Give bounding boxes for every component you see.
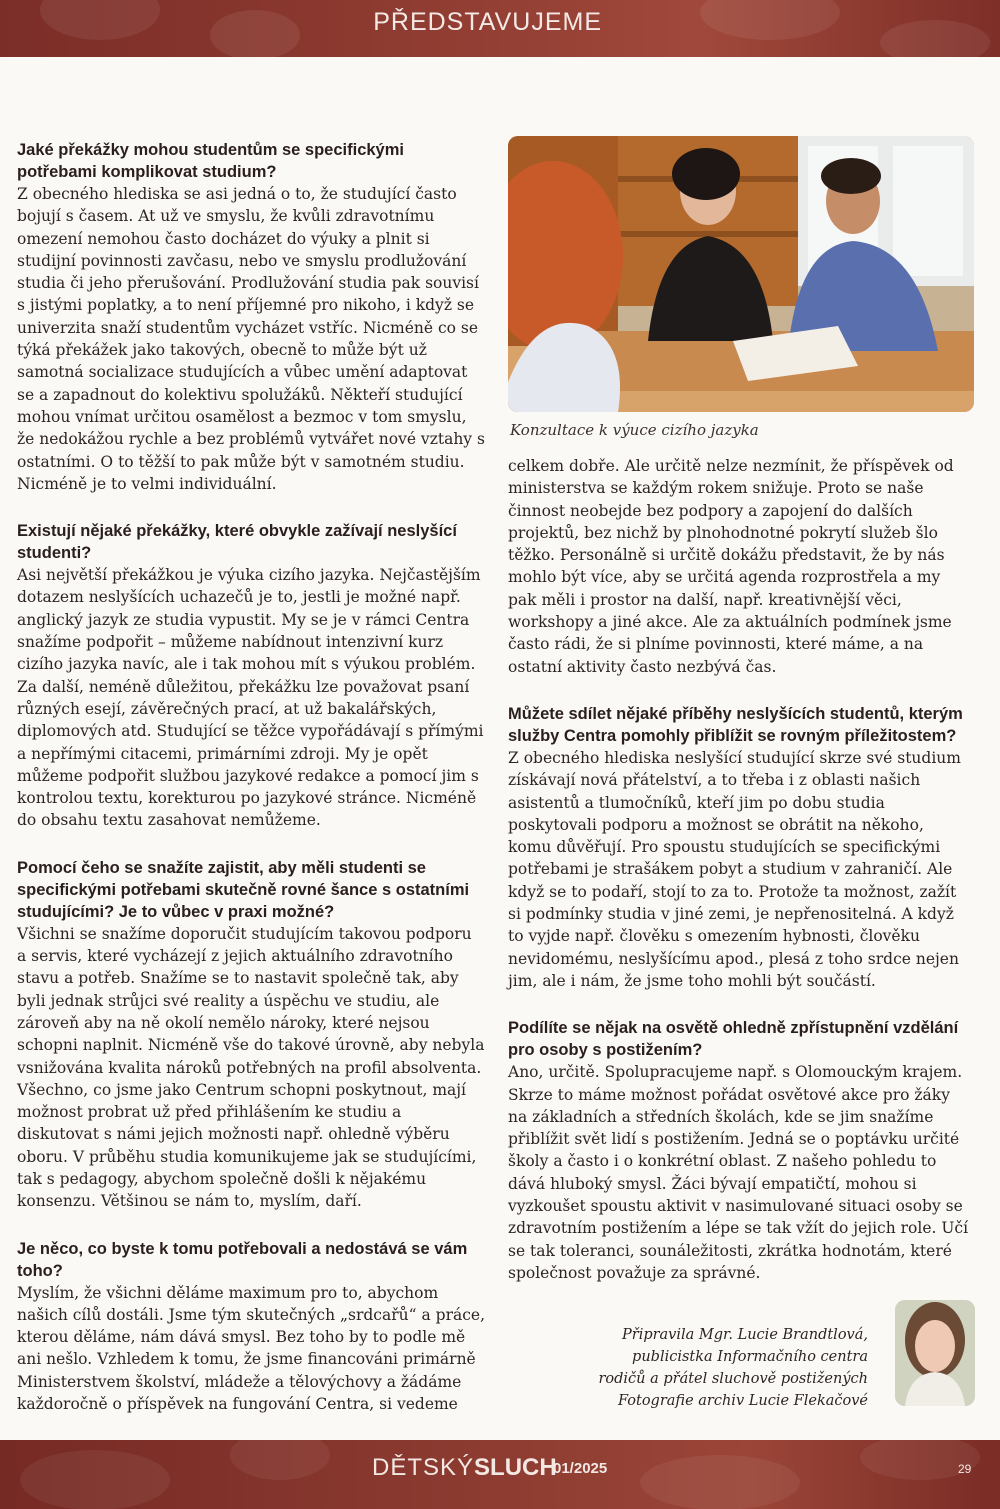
author-credit <box>598 1324 868 1412</box>
page-footer <box>0 1440 1000 1509</box>
qa-block <box>17 139 485 495</box>
qa-block <box>508 1017 970 1284</box>
qa-block <box>17 1238 485 1416</box>
magazine-title-light: DĚTSKÝ <box>372 1454 475 1481</box>
issue-number: 01/2025 <box>553 1460 608 1477</box>
answer-text: Všichni se snažíme doporučit studujícím takovou podporu a servis, které vycházejí z jejich aktuálního zdravotního stavu a potřeb. Snažíme se to nastavit společně tak, aby byli jednak strůjci své reality a úspěchu ve studiu, ale zároveň aby na ně okolí nemělo nároky, které nejsou schopni naplnit. Nicméně vše do takové úrovně, aby nebyla vsnižována kvalita nároků potřebných na profil absolventa. Všechno, co jsme jako Centrum schopni poskytnout, mají možnost probrat už před přihlášením ke studiu a diskutovat s námi jejich možnosti např. ohledně výběru oboru. V průběhu studia komunikujeme jak se studujícími, tak s pedagogy, abychom společně došli k nějakému konsenzu. Většinou se nám to, myslím, daří. <box>17 924 485 1211</box>
answer-text: Ano, určitě. Spolupracujeme např. s Olomouckým krajem. Skrze to máme možnost pořádat osvětové akce pro žáky na základních a středních školách, kde se jim snažíme přiblížit svět lidí s postižením. Jedná se o poptávku určité školy a často i o konkrétní oblast. Z našeho pohledu to dává hluboký smysl. Žáci bývají empatičtí, mohou si vyzkoušet spoustu aktivit v nasimulované situaci osoby se zdravotním postižením a lépe se tak vžít do jejich role. Učí se tak toleranci, sounáležitosti, zkrátka hodnotám, které společnost považuje za správné. <box>508 1063 969 1282</box>
credit-line: Připravila Mgr. Lucie Brandtlová, <box>622 1327 868 1343</box>
question-heading: Je něco, co byste k tomu potřebovali a nedostává se vám toho? <box>17 1239 468 1280</box>
answer-text: Myslím, že všichni děláme maximum pro to, abychom našich cílů dostáli. Jsme tým skutečných „srdcařů“ a práce, kterou děláme, nám dává smysl. Bez toho by to podle mě ani nešlo. Vzhledem k tomu, že jsme financováni primárně Ministerstvem školství, mládeže a tělovýchovy a žádáme každoročně o příspěvek na fungování Centra, si vedeme <box>17 1283 485 1414</box>
credit-line: Fotografie archiv Lucie Flekačové <box>618 1393 868 1409</box>
answer-text: Z obecného hlediska neslyšící studující skrze své studium získávají nová přátelství, a to třeba i z oblasti našich asistentů a tlumočníků, kteří jim po dobu studia poskytovali podporu a možnost se obrátit na někoho, komu důvěřují. Pro spoustu studujících se specifickými potřebami je strašákem pobyt a studium v zahraničí. Ale když se to podaří, stojí to za to. Protože ta možnost, zažít si podmínky studia v jiné zemi, je nepřenositelná. A když to vyjde např. člověku s omezením hybnosti, člověku nevidomému, neslyšícímu apod., plesá z toho srdce nejen jim, ale i nám, že jsme toho mohli být součástí. <box>508 748 961 990</box>
question-heading: Můžete sdílet nějaké příběhy neslyšících studentů, kterým služby Centra pomohly přiblížit se rovným příležitostem? <box>508 704 963 745</box>
magazine-title-bold: SLUCH <box>474 1454 557 1481</box>
answer-text: celkem dobře. Ale určitě nelze nezmínit, že příspěvek od ministerstva se každým rokem snižuje. Proto se naše činnost neobejde bez podpory a zapojení do dalších projektů, bez nichž by plnohodnotné pokrytí služeb šlo těžko. Personálně si určitě dokážu představit, že by nás mohlo být více, aby se určitá agenda rozprostřela a my pak měli i prostor na další, např. kreativnější věci, workshopy a jiné akce. Ale za aktuálních podmínek jsme často rádi, že si plníme povinnosti, které máme, a na ostatní aktivity často nezbývá čas. <box>508 457 954 676</box>
consultation-photo-illustration <box>508 136 974 412</box>
photo-caption: Konzultace k výuce cizího jazyka <box>510 421 759 439</box>
left-column <box>17 139 485 1440</box>
qa-block <box>508 455 970 678</box>
portrait-illustration <box>895 1300 975 1406</box>
page-number: 29 <box>958 1462 972 1476</box>
question-heading: Existují nějaké překážky, které obvykle zažívají neslyšící studenti? <box>17 522 457 563</box>
answer-text: Z obecného hlediska se asi jedná o to, že studující často bojují s časem. At už ve smyslu, že kvůli zdravotnímu omezení nemohou často docházet do výuky a plnit si studijní povinnosti zavčasu, nebo ve smyslu prodlužování studia či jeho přerušování. Prodlužování studia pak souvisí s jistými poplatky, a to není příjemné pro nikoho, i když se univerzita snaží studentům vycházet vstříc. Nicméně co se týká překážek jako takových, obecně to může být už samotná socializace studujících a vůbec umění adaptovat se a zapadnout do kolektivu spolužáků. Někteří studující mohou vnímat určitou osamělost a bezmoc v tom smyslu, že nedokážou rychle a bez problémů vytvářet nové vztahy s ostatními. O to těžší to pak může být v samotném studiu. Nicméně je to velmi individuální. <box>17 185 485 493</box>
credit-line: rodičů a přátel sluchově postižených <box>598 1371 868 1387</box>
answer-text: Asi největší překážkou je výuka cizího jazyka. Nejčastějším dotazem neslyšících uchazečů je to, jestli je možné např. anglický jazyk ze studia vypustit. My se je v rámci Centra snažíme podpořit – můžeme nabídnout intenzivní kurz cizího jazyka navíc, ale i tak mohou mít s výukou problém. Za další, neméně důležitou, překážku lze považovat psaní různých esejí, závěrečných prací, at už bakalářských, diplomových atd. Studující se těžce vypořádávají s přímými a nepřímými citacemi, primárními zdroji. My je opět můžeme podpořit službou jazykové redakce a pomocí jim s kontrolou textu, korekturou po jazykové stránce. Nicméně do obsahu textu zasahovat nemůžeme. <box>17 566 484 830</box>
question-heading: Pomocí čeho se snažíte zajistit, aby měli studenti se specifickými potřebami skutečně rovné šance s ostatními studujícími? Je to vůbec v praxi možné? <box>17 858 470 921</box>
author-portrait <box>895 1300 975 1406</box>
qa-block <box>17 857 485 1213</box>
page-header <box>0 0 1000 57</box>
qa-block <box>508 703 970 992</box>
section-title: PŘEDSTAVUJEME <box>373 8 602 36</box>
magazine-title <box>372 1454 557 1482</box>
right-column <box>508 455 970 1309</box>
credit-line: publicistka Informačního centra <box>632 1349 868 1365</box>
consultation-photo <box>508 136 974 412</box>
question-heading: Jaké překážky mohou studentům se specifickými potřebami komplikovat studium? <box>17 141 404 181</box>
qa-block <box>17 520 485 832</box>
question-heading: Podílíte se nějak na osvětě ohledně zpřístupnění vzdělání pro osoby s postižením? <box>508 1019 959 1060</box>
